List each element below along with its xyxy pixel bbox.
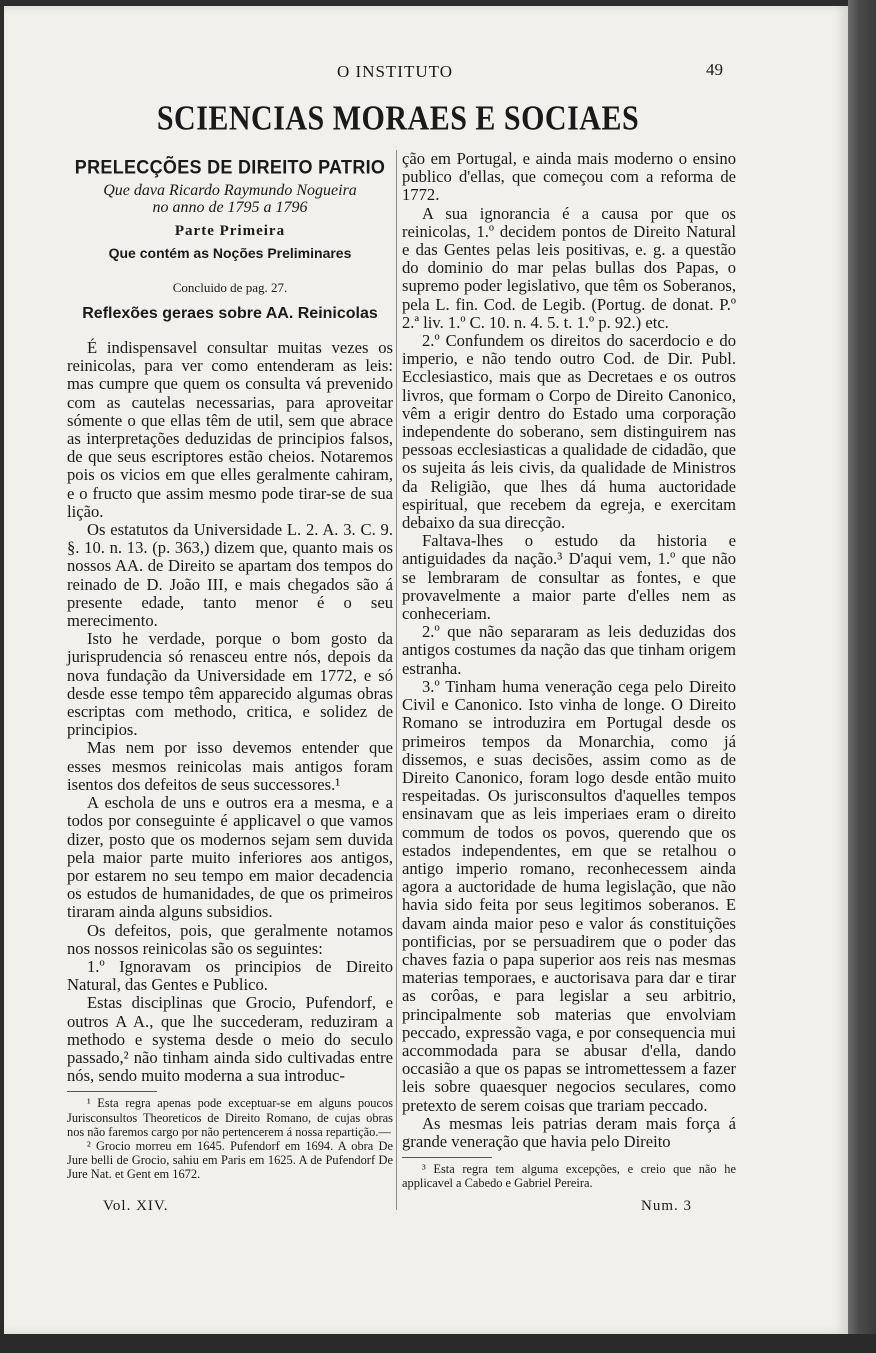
paragraph: Os estatutos da Universidade L. 2. A. 3. C. 9. §. 10. n. 13. (p. 363,) dizem que, quanto mais os nossos AA. de Direito se apartam dos tempos do reinado de D. João III, e mais chegados são á presente edade, tanto menor é o seu merecimento. bbox=[67, 520, 393, 631]
left-column bbox=[67, 155, 393, 1182]
paragraph: Mas nem por isso devemos entender que esses mesmos reinicolas mais antigos foram isentos dos defeitos de seus successores.¹ bbox=[67, 738, 393, 794]
article-concluded-note: Concluido de pag. 27. bbox=[172, 279, 288, 295]
book-edge bbox=[848, 0, 876, 1353]
volume-label: Vol. XIV. bbox=[103, 1198, 169, 1214]
paragraph: Isto he verdade, porque o bom gosto da jurisprudencia só renasceu entre nós, depois da nova fundação da Universidade em 1772, e só desde esse tempo têm apparecido algumas obras escriptas com methodo, critica, e solidez de principios. bbox=[67, 629, 393, 740]
paragraph: 3.º Tinham huma veneração cega pelo Direito Civil e Canonico. Isto vinha de longe. O Direito Romano se introduzira em Portugal desde os primeiros tempos da Monarchia, como já dissemos, e suas decisões, assim como as de Direito Canonico, foram logo desde então muito respeitadas. Os jurisconsultos d'aquelles tempos ensinavam que as leis imperiaes eram o direito commum de todos os povos, querendo que os estados independentes, em que se retalhou o antigo imperio romano, reconhecessem ainda agora a auctoridade de huma legislação, que não havia sido feita por seus legitimos soberanos. E davam ainda maior peso e valor ás constituições pontificias, por se persuadirem que o poder das chaves fazia o papa superior aos reis nas mesmas materias temporaes, e auctorisava para dar e tirar as corôas, e para legislar a seu arbitrio, principalmente sob materias que envolviam peccado, expressão vaga, e por consequencia mui accommodada para se abusar d'ella, dando occasião a que os papas se intromettessem a fazer leis sobre quaesquer negocios seculares, como pretexto de serem coisas que trariam peccado. bbox=[402, 676, 736, 1115]
footnote-rule bbox=[67, 1091, 157, 1092]
article-contents: Que contém as Noções Preliminares bbox=[108, 245, 352, 262]
paragraph: A sua ignorancia é a causa por que os reinicolas, 1.º decidem pontos de Direito Natural e das Gentes pelas leis positivas, e. g. a questão do dominio do mar pelas bullas dos Papas, o supremo poder legislativo, que têm os Soberanos, pela L. fin. Cod. de Legib. (Portug. de donat. P.º 2.ª liv. 1.º C. 10. n. 4. 5. t. 1.º p. 92.) etc. bbox=[402, 203, 736, 332]
number-label: Num. 3 bbox=[641, 1198, 692, 1214]
paragraph: Os defeitos, pois, que geralmente notamos nos nossos reinicolas são os seguintes: bbox=[67, 920, 393, 958]
page-number: 49 bbox=[706, 60, 723, 79]
right-column bbox=[402, 150, 736, 1191]
article-subtitle-line1: Que dava Ricardo Raymundo Nogueira bbox=[103, 182, 357, 200]
paragraph: É indispensavel consultar muitas vezes os reinicolas, para ver como entenderam as leis: mas cumpre que quem os consulta vá prevenido com as cautelas necessarias, para aproveitar sómente o que ellas têm de util, sem que abrace as interpretações deduzidas de principios falsos, de que seus escriptores estão cheios. Notaremos pois os vicios em que elles geralmente cahiram, e o fructo que assim mesmo pode tirar-se de sua lição. bbox=[67, 338, 393, 521]
running-title: O INSTITUTO bbox=[337, 62, 453, 81]
scan-border bbox=[0, 1334, 876, 1353]
article-part: Parte Primeira bbox=[174, 223, 286, 240]
paragraph: Estas disciplinas que Grocio, Pufendorf, e outros A A., que lhe succederam, reduziram a methodo e systema desde o meio do seculo passado,² não tinham ainda sido cultivadas entre nós, sendo muito moderna a sua introduc- bbox=[67, 993, 393, 1086]
section-title: SCIENCIAS MORAES E SOCIAES bbox=[156, 99, 640, 138]
article-section-heading: Reflexões geraes sobre AA. Reinicolas bbox=[82, 304, 378, 322]
paragraph: ção em Portugal, e ainda mais moderno o ensino publico d'ellas, que começou com a reforma de 1772. bbox=[402, 149, 736, 205]
footnote: ³ Esta regra tem alguma excepções, e creio que não he applicavel a Cabedo e Gabriel Pereira. bbox=[402, 1162, 736, 1191]
article-title: PRELECÇÕES DE DIREITO PATRIO bbox=[74, 155, 386, 178]
paragraph: 2.º que não separaram as leis deduzidas dos antigos costumes da nação das que tinham origem estranha. bbox=[402, 622, 736, 678]
paragraph: 2.º Confundem os direitos do sacerdocio e do imperio, e não tendo outro Cod. de Dir. Publ. Ecclesiastico, mais que as Decretaes e os outros livros, que formam o Corpo de Direito Canonico, vêm a erigir dentro do Estado uma corporação independente do soberano, sem distinguirem nas pessoas ecclesiasticas a qualidade de cidadão, que os sujeita ás leis civis, da qualidade de Ministros da Religião, que lhes dá huma auctoridade espiritual, que recebem da egreja, e exercitam debaixo da sua direcção. bbox=[402, 331, 736, 533]
column-divider bbox=[396, 150, 397, 1210]
paragraph: Faltava-lhes o estudo da historia e antiguidades da nação.³ D'aqui vem, 1.º que não se lembraram de consultar as fontes, e que provavelmente a maior parte d'elles nem as conheceriam. bbox=[402, 531, 736, 624]
article-subtitle-line2: no anno de 1795 a 1796 bbox=[152, 199, 308, 217]
footnote: ¹ Esta regra apenas pode exceptuar-se em alguns poucos Jurisconsultos Theoreticos de Direito Romano, de cujas obras nos não faremos cargo por não pertencerem á nossa repartição.— bbox=[67, 1096, 393, 1139]
footnote-rule bbox=[402, 1157, 492, 1158]
paragraph: As mesmas leis patrias deram mais força á grande veneração que havia pelo Direito bbox=[402, 1113, 736, 1151]
footnote: ² Grocio morreu em 1645. Pufendorf em 1694. A obra De Jure belli de Grocio, sahiu em Paris em 1625. A de Pufendorf De Jure Nat. et Gent em 1672. bbox=[67, 1138, 393, 1182]
paragraph: A eschola de uns e outros era a mesma, e a todos por conseguinte é applicavel o que vamos dizer, posto que os modernos sejam sem duvida pela maior parte muito inferiores aos antigos, por estarem no seu tempo em maior decadencia os estudos de humanidades, de que os primeiros tiraram ainda alguns subsidios. bbox=[67, 793, 393, 922]
paragraph: 1.º Ignoravam os principios de Direito Natural, das Gentes e Publico. bbox=[67, 956, 393, 995]
